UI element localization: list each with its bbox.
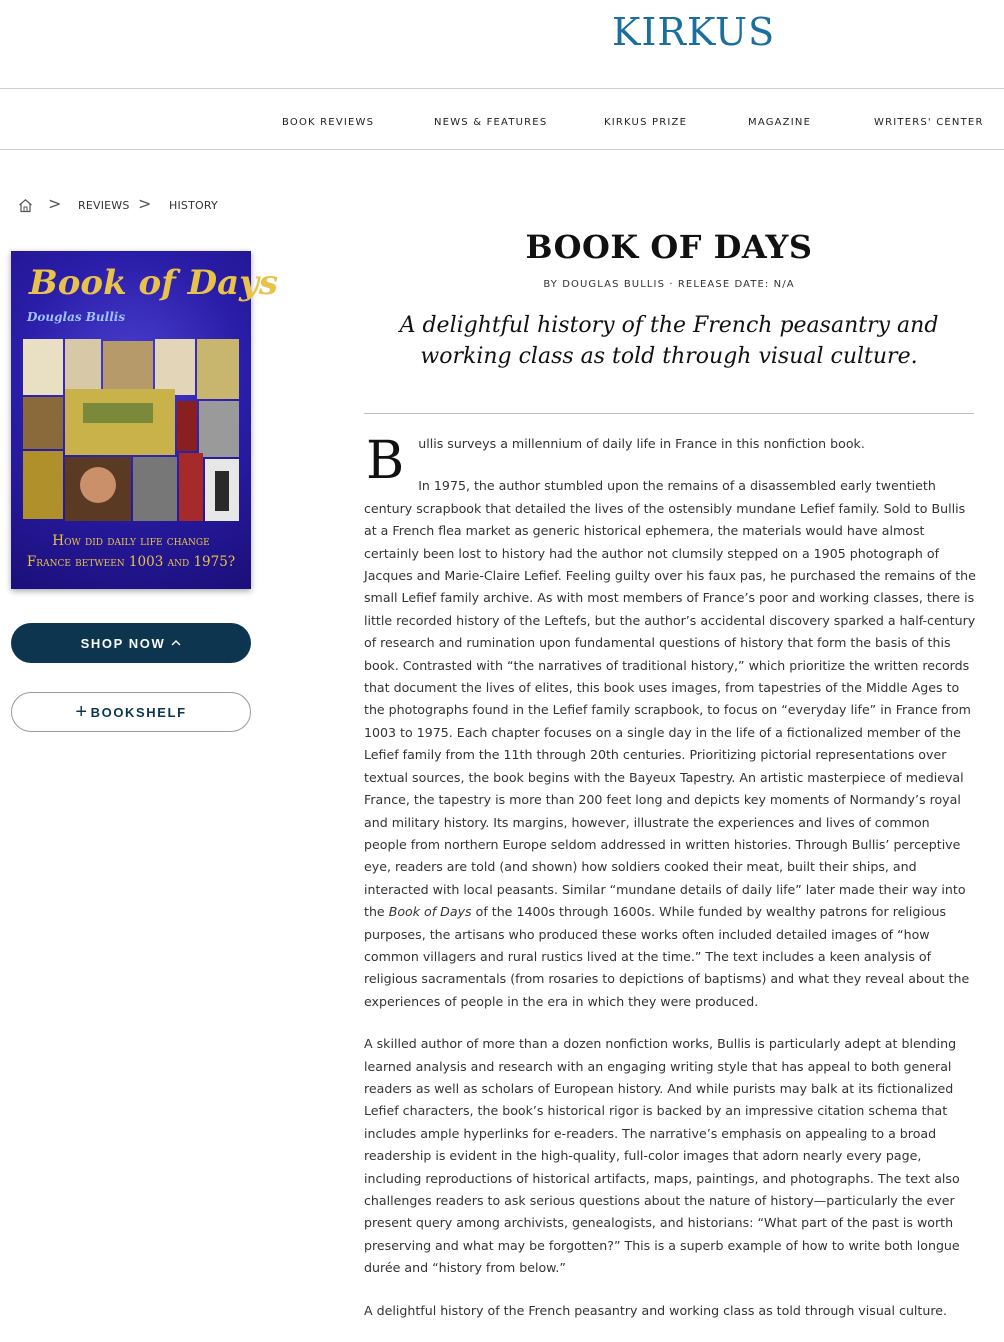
- breadcrumb-separator: >: [138, 194, 152, 213]
- shop-now-label: SHOP NOW: [80, 635, 166, 651]
- book-title: BOOK OF DAYS: [525, 228, 813, 266]
- bookshelf-label: BOOKSHELF: [90, 704, 187, 720]
- breadcrumb-separator: >: [48, 194, 62, 213]
- review-body: [364, 433, 976, 1342]
- nav-magazine[interactable]: MAGAZINE: [748, 117, 812, 128]
- add-to-bookshelf-button[interactable]: [11, 692, 251, 732]
- nav-book-reviews[interactable]: BOOK REVIEWS: [282, 117, 375, 128]
- plus-icon: +: [75, 701, 89, 723]
- nav-kirkus-prize[interactable]: KIRKUS PRIZE: [604, 117, 688, 128]
- nav-writers-center[interactable]: WRITERS' CENTER: [874, 117, 984, 128]
- nav-divider: [0, 149, 1004, 150]
- header-divider: [0, 88, 1004, 89]
- review-paragraph-3: A skilled author of more than a dozen nonfiction works, Bullis is particularly adept at blending learned analysis and research with an engaging writing style that has appeal to both general readers as well as scholars of European history. And while purists may balk at its fictionalized Lefief characters, the book’s historical rigor is backed by an impressive citation schema that includes ample hyperlinks for e-readers. The narrative’s emphasis on appealing to a broad readership is evident in the high-quality, full-color images that adorn nearly every page, including reproductions of historical artifacts, maps, paintings, and photographs. The text also challenges readers to ask serious questions about the nature of history—particularly the ever present query among archivists, genealogists, and historians: “What part of the past is worth preserving and what may be forgotten?” This is a superb example of how to write both longue durée and “history from below.”: [364, 1036, 960, 1276]
- review-pullquote: A delightful history of the French peasantry and working class as told through visual culture.: [399, 313, 939, 369]
- cover-tagline: How did daily life change France between 1003 and 1975?: [26, 533, 236, 570]
- review-paragraph-4: A delightful history of the French peasantry and working class as told through visual culture.: [364, 1302, 947, 1318]
- chevron-up-icon: [171, 638, 181, 649]
- cover-title: Book of Days: [29, 263, 279, 303]
- shop-now-button[interactable]: [11, 623, 251, 663]
- breadcrumb-reviews[interactable]: REVIEWS: [78, 199, 130, 212]
- drop-cap: B: [366, 431, 405, 491]
- nav-news-features[interactable]: NEWS & FEATURES: [434, 117, 548, 128]
- book-title-italic: Book of Days: [388, 904, 472, 920]
- breadcrumb-history[interactable]: HISTORY: [169, 199, 218, 212]
- cover-author: Douglas Bullis: [27, 310, 126, 324]
- kirkus-logo[interactable]: KIRKUS: [612, 10, 776, 54]
- book-cover[interactable]: [11, 251, 279, 589]
- cover-collage-image: [23, 339, 239, 521]
- main-nav: [0, 117, 1004, 131]
- article-divider: [364, 413, 974, 414]
- book-byline: BY DOUGLAS BULLIS ‧ RELEASE DATE: N/A: [543, 279, 795, 290]
- home-icon[interactable]: [18, 198, 33, 213]
- review-paragraph-1: ullis surveys a millennium of daily life in France in this nonfiction book.: [418, 436, 865, 451]
- review-paragraph-2: In 1975, the author stumbled upon the remains of a disassembled early twentieth century scrapbook that detailed the lives of the ostensibly mundane Lefief family. Sold to Bullis at a French flea market as generic historical ephemera, the materials would have almost certainly been lost to history had the author not clumsily stepped on a 1905 photograph of Jacques and Marie-Claire Lefief. Feeling guilty over his faux pas, he purchased the remains of the small Lefief family archive. As with most members of France’s poor and working classes, there is little recorded history of the Leftefs, but the author’s accidental discovery sparked a half-century of research and rumination upon fundamental questions of history that form the basis of this book. Contrasted with “the narratives of traditional history,” which prioritize the written records that document the lives of elites, this book uses images, from tapestries of the Middle Ages to the photographs found in the Lefief family scrapbook, to focus on “everyday life” in France from 1003 to 1975. Each chapter focuses on a single day in the life of a fictionalized member of the Lefief family from the 11th through 20th centuries. Prioritizing pictorial representations over textual sources, the book begins with the Bayeux Tapestry. An artistic masterpiece of medieval France, the tapestry is more than 200 feet long and depicts key moments of Normandy’s royal and military history. Its margins, however, illustrate the experiences and lives of common people from northern Europe seldom addressed in written histories. Through Bullis’ perceptive eye, readers are told (and shown) how soldiers cooked their meat, built their ships, and interacted with local peasants. Similar “mundane details of daily life” later made their way into the Book of Days of the 1400s through 1600s. While funded by wealthy patrons for religious purposes, the artisans who produced these works often included detailed images of “how common villagers and rural rustics lived at the time.” The text includes a keen analysis of religious sacramentals (from rosaries to depictions of baptisms) and what they reveal about the experiences of people in the era in which they were produced.: [364, 478, 976, 1009]
